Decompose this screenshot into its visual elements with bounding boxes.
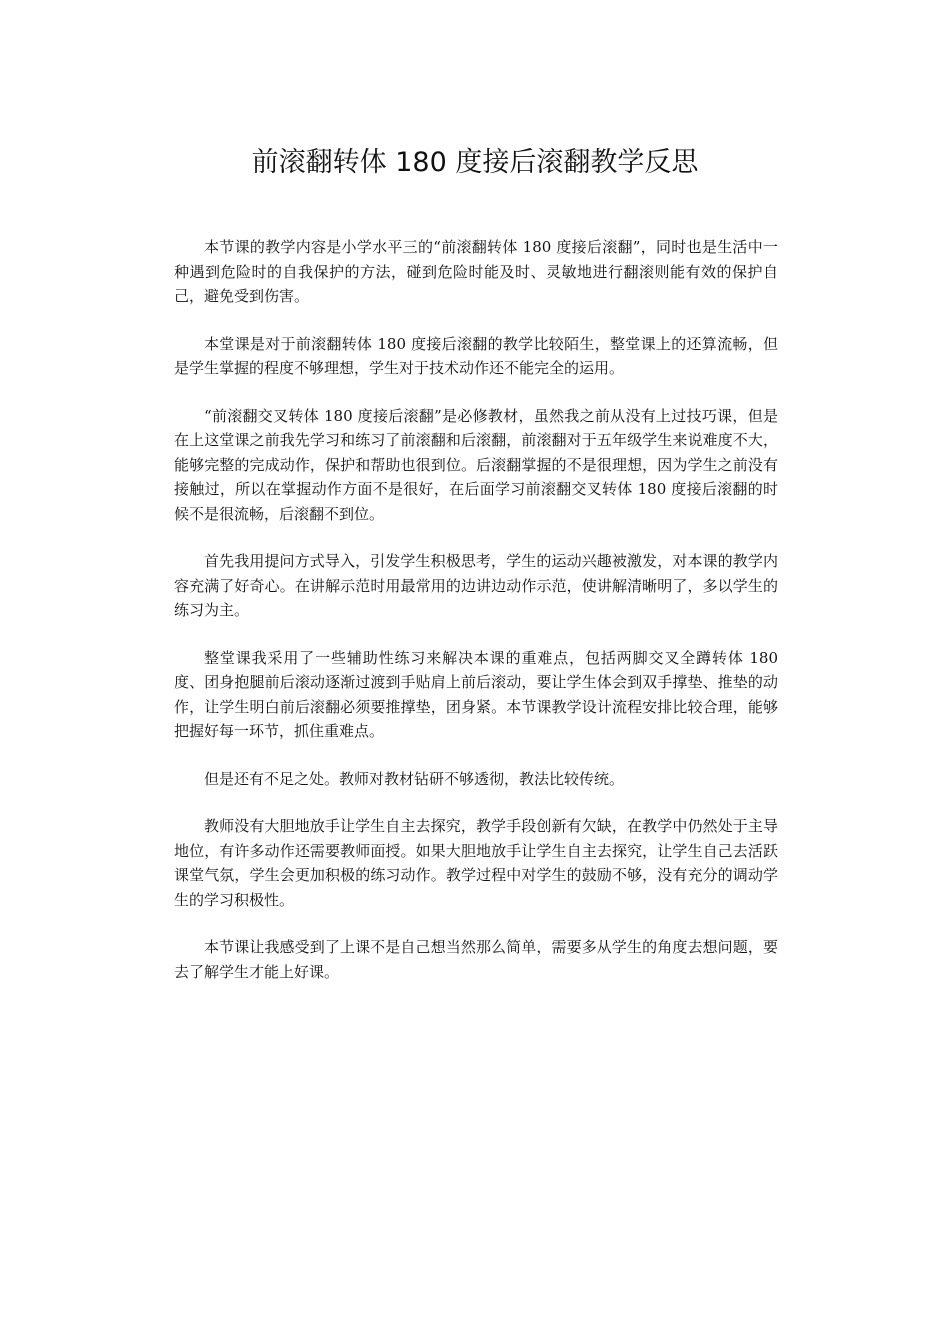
paragraph: 但是还有不足之处。教师对教材钻研不够透彻，教法比较传统。 xyxy=(204,769,625,788)
paragraph: 首先我用提问方式导入，引发学生积极思考，学生的运动兴趣被激发，对本课的教学内容充满了好奇心。在讲解示范时用最常用的边讲边动作示范，使讲解清晰明了，多以学生的练习为主。 xyxy=(174,552,778,619)
document-title: 前滚翻转体 180 度接后滚翻教学反思 xyxy=(251,147,699,178)
paragraph: 教师没有大胆地放手让学生自主去探究，教学手段创新有欠缺，在教学中仍然处于主导地位，有许多动作还需要教师面授。如果大胆地放手让学生自主去探究，让学生自己去活跃课堂气氛，学生会更加积极的练习动作。教学过程中对学生的鼓励不够，没有充分的调动学生的学习积极性。 xyxy=(174,817,778,909)
paragraph: 整堂课我采用了一些辅助性练习来解决本课的重难点，包括两脚交叉全蹲转体 180 度、团身抱腿前后滚动逐渐过渡到手贴肩上前后滚动，要让学生体会到双手撑垫、推垫的动作，让学生明白前后滚翻必须要推撑垫，团身紧。本节课教学设计流程安排比较合理，能够把握好每一环节，抓住重难点。 xyxy=(174,648,778,740)
paragraph: 本节课让我感受到了上课不是自己想当然那么简单，需要多从学生的角度去想问题，要去了解学生才能上好课。 xyxy=(174,938,778,981)
paragraph: 本节课的教学内容是小学水平三的“前滚翻转体 180 度接后滚翻”，同时也是生活中一种遇到危险时的自我保护的方法，碰到危险时能及时、灵敏地进行翻滚则能有效的保护自己，避免受到伤害。 xyxy=(174,238,778,305)
paragraph: “前滚翻交叉转体 180 度接后滚翻”是必修教材，虽然我之前从没有上过技巧课，但是在上这堂课之前我先学习和练习了前滚翻和后滚翻，前滚翻对于五年级学生来说难度不大，能够完整的完成动作，保护和帮助也很到位。后滚翻掌握的不是很理想，因为学生之前没有接触过，所以在掌握动作方面不是很好，在后面学习前滚翻交叉转体 180 度接后滚翻的时候不是很流畅，后滚翻不到位。 xyxy=(174,406,778,523)
document-body xyxy=(174,235,778,1007)
paragraph: 本堂课是对于前滚翻转体 180 度接后滚翻的教学比较陌生，整堂课上的还算流畅，但是学生掌握的程度不够理想，学生对于技术动作还不能完全的运用。 xyxy=(174,334,778,377)
